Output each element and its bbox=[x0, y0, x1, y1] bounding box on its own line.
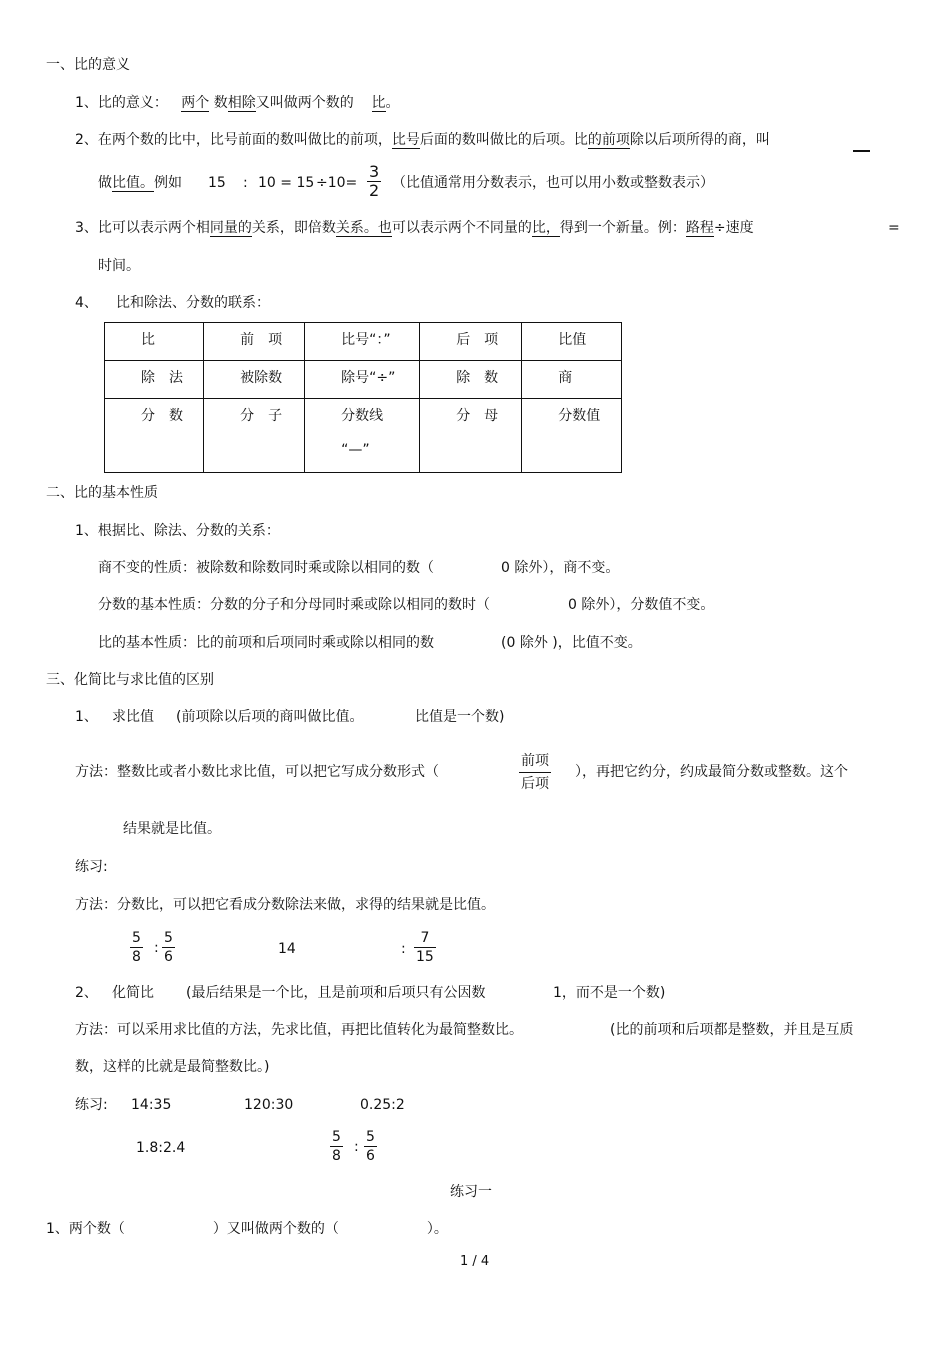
exercise-title: 练习一 bbox=[450, 1184, 492, 1200]
practice-2-label: 练习: bbox=[75, 1097, 108, 1113]
text: 3、比可以表示两个相 bbox=[75, 220, 210, 236]
underlined-term: 的前项 bbox=[587, 132, 630, 148]
item-2-note: (最后结果是一个比，且是前项和后项只有公因数 bbox=[186, 985, 486, 1001]
table-cell: 分数值 bbox=[522, 399, 622, 473]
table-cell: 分 数 bbox=[105, 399, 204, 473]
example-divide: ÷10= bbox=[316, 175, 358, 191]
section-heading-2: 二、比的基本性质 bbox=[46, 485, 158, 501]
fraction-denominator: 2 bbox=[369, 181, 380, 200]
paragraph-2-line-1 bbox=[75, 131, 770, 149]
underlined-term: 关系。也 bbox=[335, 220, 392, 236]
fraction-five-sixths bbox=[364, 1128, 377, 1165]
punctuation: 。 bbox=[385, 95, 400, 111]
fraction-numerator: 7 bbox=[414, 929, 436, 948]
table-cell: 前 项 bbox=[204, 323, 305, 361]
table-cell: 比值 bbox=[522, 323, 622, 361]
fraction-numerator: 5 bbox=[132, 930, 141, 946]
fraction-property-end: 0 除外），分数值不变。 bbox=[568, 597, 715, 613]
underlined-term: 比号 bbox=[391, 132, 420, 148]
fraction-denominator: 6 bbox=[164, 949, 173, 965]
ratio-property: 比的基本性质：比的前项和后项同时乘或除以相同的数 bbox=[98, 635, 434, 651]
text: 做 bbox=[98, 175, 112, 191]
table-row bbox=[105, 361, 622, 399]
practice-label: 练习: bbox=[75, 859, 108, 875]
fraction-numerator: 5 bbox=[332, 1129, 341, 1145]
ratio-property-end: (0 除外 )，比值不变。 bbox=[501, 635, 642, 651]
fraction-denominator: 后项 bbox=[521, 776, 549, 792]
item-2-title: 化简比 bbox=[112, 985, 154, 1001]
underlined-term: 两个 bbox=[181, 95, 210, 111]
section-heading-1: 一、比的意义 bbox=[46, 57, 130, 73]
method-1-text: 方法：整数比或者小数比求比值，可以把它写成分数形式（ bbox=[75, 764, 439, 780]
text: 可以表示两个不同量的 bbox=[391, 220, 532, 236]
text: ÷速度 bbox=[713, 220, 754, 236]
ratio-colon: : bbox=[154, 940, 159, 956]
term: 数 bbox=[213, 95, 228, 111]
exercise-14: 14 bbox=[278, 941, 296, 957]
ratio-colon: : bbox=[354, 1139, 359, 1155]
quotient-property: 商不变的性质：被除数和除数同时乘或除以相同的数（ bbox=[98, 560, 434, 576]
method-1-text-end: ），再把它约分，约成最简分数或整数。这个 bbox=[575, 764, 848, 780]
method-3-note: (比的前项和后项都是整数，并且是互质 bbox=[610, 1022, 854, 1038]
underlined-term: 同量的 bbox=[209, 220, 252, 236]
table-row bbox=[105, 323, 622, 361]
section-heading-3: 三、化简比与求比值的区别 bbox=[46, 672, 214, 688]
example-colon: : bbox=[243, 175, 248, 191]
fraction-three-halves bbox=[367, 163, 381, 200]
fraction-front-over-back bbox=[519, 750, 551, 795]
fraction-numerator: 5 bbox=[164, 930, 173, 946]
item-2-number: 2、 bbox=[75, 985, 98, 1001]
fraction-denominator: 15 bbox=[416, 949, 434, 965]
item-1-note: (前项除以后项的商叫做比值。 bbox=[176, 709, 364, 725]
table-cell: 商 bbox=[522, 361, 622, 399]
fraction-five-eighths bbox=[330, 1128, 343, 1165]
table-cell: 分 子 bbox=[204, 399, 305, 473]
method-3-text: 方法：可以采用求比值的方法，先求比值，再把比值转化为最简整数比。 bbox=[75, 1022, 523, 1038]
fraction-five-eighths bbox=[130, 929, 143, 966]
item-2-note-end: 1，而不是一个数) bbox=[553, 985, 666, 1001]
method-1-conclusion: 结果就是比值。 bbox=[123, 821, 221, 837]
item-1-number: 1、 bbox=[75, 709, 98, 725]
fraction-line-label: 分数线 bbox=[341, 408, 384, 424]
ratio-item: 1.8:2.4 bbox=[136, 1140, 186, 1156]
fraction-numerator: 5 bbox=[366, 1129, 375, 1145]
relation-intro: 1、根据比、除法、分数的关系： bbox=[75, 523, 280, 539]
paragraph-2-line-2 bbox=[98, 174, 182, 192]
table-cell bbox=[305, 399, 420, 473]
table-cell: 后 项 bbox=[420, 323, 522, 361]
method-2-text: 方法：分数比，可以把它看成分数除法来做，求得的结果就是比值。 bbox=[75, 897, 495, 913]
question-text: ）又叫做两个数的（ bbox=[212, 1221, 339, 1237]
table-cell: 除 数 bbox=[420, 361, 522, 399]
underlined-term: 比 bbox=[371, 95, 386, 111]
underlined-term: 相除 bbox=[227, 95, 256, 111]
fraction-denominator: 6 bbox=[366, 1148, 375, 1164]
text: 得到一个新量。例： bbox=[559, 220, 686, 236]
underlined-term: 比， bbox=[531, 220, 560, 236]
paragraph-3-line-1 bbox=[75, 219, 754, 237]
fraction-denominator: 8 bbox=[332, 1148, 341, 1164]
table-cell: 除号“÷” bbox=[305, 361, 420, 399]
relationship-table bbox=[104, 322, 622, 473]
fraction-numerator: 3 bbox=[369, 162, 380, 181]
fraction-numerator: 前项 bbox=[519, 750, 551, 773]
quotient-property-end: 0 除外），商不变。 bbox=[501, 560, 620, 576]
term: 又叫做两个数的 bbox=[255, 95, 354, 111]
example-note: （比值通常用分数表示，也可以用小数或整数表示） bbox=[392, 175, 714, 191]
ratio-item: 0.25:2 bbox=[360, 1097, 405, 1113]
item-1-title: 求比值 bbox=[112, 709, 154, 725]
table-cell: 被除数 bbox=[204, 361, 305, 399]
stray-dash-mark bbox=[853, 150, 870, 152]
fraction-denominator: 8 bbox=[132, 949, 141, 965]
underlined-term: 路程 bbox=[685, 220, 714, 236]
ratio-colon: : bbox=[401, 941, 406, 957]
paragraph-4-text: 比和除法、分数的联系： bbox=[116, 295, 270, 311]
fraction-property: 分数的基本性质：分数的分子和分母同时乘或除以相同的数时（ bbox=[98, 597, 490, 613]
text: 2、在两个数的比中，比号前面的数叫做比的前项， bbox=[75, 132, 392, 148]
fraction-line-symbol: “—” bbox=[341, 442, 370, 458]
fraction-five-sixths bbox=[162, 929, 175, 966]
table-cell: 比号“：” bbox=[305, 323, 420, 361]
text: 后面的数叫做比的后项。比 bbox=[419, 132, 588, 148]
paragraph-3-line-2: 时间。 bbox=[98, 258, 140, 274]
table-cell: 除 法 bbox=[105, 361, 204, 399]
definition-line bbox=[75, 94, 400, 112]
paragraph-4-number: 4、 bbox=[75, 295, 98, 311]
example-15: 15 bbox=[208, 175, 226, 191]
table-cell: 比 bbox=[105, 323, 204, 361]
table-row bbox=[105, 399, 622, 473]
definition-prefix: 1、比的意义： bbox=[75, 95, 168, 111]
table-cell: 分 母 bbox=[420, 399, 522, 473]
underlined-term: 比值。 bbox=[112, 175, 154, 191]
exercise-question-1 bbox=[46, 1220, 448, 1238]
item-1-note-end: 比值是一个数) bbox=[415, 709, 505, 725]
question-text: ）。 bbox=[426, 1221, 448, 1237]
question-text: 1、两个数（ bbox=[46, 1221, 125, 1237]
ratio-item: 14:35 bbox=[131, 1097, 172, 1113]
example-10-15: 10 = 15 bbox=[258, 175, 315, 191]
text: 除以后项所得的商，叫 bbox=[629, 132, 770, 148]
ratio-item: 120:30 bbox=[244, 1097, 294, 1113]
text: 例如 bbox=[154, 175, 182, 191]
fraction-seven-fifteenths bbox=[414, 929, 436, 966]
method-3-note-end: 数，这样的比就是最简整数比。) bbox=[75, 1059, 270, 1075]
text: 关系，即倍数 bbox=[251, 220, 336, 236]
equals-sign: = bbox=[888, 220, 900, 236]
page-number: 1 / 4 bbox=[460, 1254, 490, 1269]
